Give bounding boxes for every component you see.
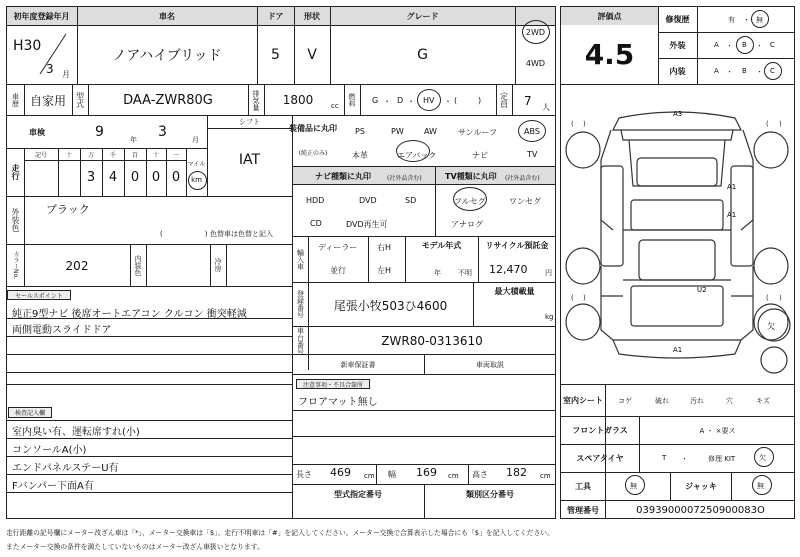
- inspect-label: 検査記入欄: [14, 410, 45, 417]
- footer-line-1: 走行距離の記号欄にメーター改ざん車は「*」、メーター交換車は「$」、走行不明車は「#」を記入してください。メーター交換で合算表示した場合にも「$」を記入してください。: [6, 529, 554, 537]
- navi-dvd: DVD: [359, 196, 377, 205]
- svg-text:): ): [583, 294, 586, 302]
- inspect-line-4: Fバンパー下面A有: [12, 481, 94, 492]
- chassis-label: 車台番号: [296, 326, 305, 355]
- fuel-opt-d: D: [397, 96, 404, 105]
- notes-label: 注意事項・不具合箇所: [302, 381, 363, 389]
- model-label: 型式: [75, 92, 85, 108]
- length-value: 469: [330, 466, 351, 479]
- first-reg-month: 3: [46, 62, 54, 76]
- mgmt-value: 0393900007250900083O: [636, 504, 765, 516]
- width-value: 169: [416, 466, 437, 479]
- height-unit: cm: [540, 472, 551, 480]
- mileage-unit-0: 十: [65, 152, 72, 159]
- grade-label: グレード: [406, 11, 439, 21]
- front-glass-value: A ・ ×要ス: [699, 426, 736, 435]
- recycle-label: リサイクル預託金: [485, 240, 549, 250]
- mileage-digit-3: 0: [151, 169, 161, 185]
- grade-value: G: [417, 47, 428, 63]
- repair-no: 無: [756, 16, 763, 24]
- equip-label-2: (純正のみ): [298, 149, 328, 157]
- seat-scratch: キズ: [756, 397, 770, 405]
- damage-mark-rear: U2: [697, 286, 707, 294]
- exterior-grade-b: B: [742, 41, 747, 49]
- import-rh: 右H: [377, 243, 392, 252]
- import-parallel: 並行: [330, 266, 346, 275]
- mileage-unit-2: 千: [109, 152, 116, 159]
- model-value: DAA-ZWR80G: [123, 92, 213, 108]
- drive-4wd: 4WD: [525, 58, 546, 68]
- exterior-label: 外装: [669, 41, 686, 50]
- tv-analog: アナログ: [451, 220, 483, 229]
- mileage-digit-2: 0: [130, 169, 140, 185]
- seat-burn: コゲ: [618, 397, 632, 405]
- interior-sep-2: ・: [756, 68, 763, 76]
- recycle-unit: 円: [545, 269, 552, 277]
- damage-mark-right-mid: A1: [727, 211, 737, 219]
- fuel-opt-hv: HV: [423, 96, 435, 105]
- tv-label: TV種類に丸印: [445, 172, 497, 181]
- color-no-label: カラーNo.: [12, 251, 19, 279]
- height-value: 182: [506, 466, 527, 479]
- damage-mark-rear-bumper: A1: [673, 346, 683, 354]
- first-reg-month-unit: 月: [62, 70, 70, 79]
- import-lh: 左H: [377, 266, 392, 275]
- doors-label: ドア: [267, 11, 284, 21]
- first-reg-era: H30: [13, 38, 42, 54]
- model-year-label: モデル年式: [421, 240, 462, 250]
- mgmt-label: 管理番号: [567, 505, 599, 515]
- mileage-unit-4: 十: [152, 152, 159, 159]
- chassis-value: ZWR80-0313610: [381, 333, 483, 348]
- navi-hdd: HDD: [306, 196, 325, 205]
- jack-label: ジャッキ: [685, 482, 717, 491]
- usage-value: 自家用: [29, 93, 66, 108]
- width-label: 幅: [388, 470, 396, 479]
- jack-value: 無: [757, 482, 764, 490]
- equip-sunroof: サンルーフ: [458, 128, 497, 137]
- exterior-sep-2: ・: [756, 42, 763, 50]
- equip-ps: PS: [355, 127, 365, 136]
- seat-stain: 汚れ: [690, 397, 704, 405]
- interior-grade-a: A: [714, 67, 719, 75]
- repair-yes: 有: [728, 16, 735, 24]
- color-value: ブラック: [46, 203, 90, 216]
- car-name: ノアハイブリッド: [112, 48, 222, 64]
- spare-tire-shape: [761, 347, 787, 373]
- interior-label: 内装: [669, 67, 686, 76]
- inspect-line-1: 室内臭い有、運転席すれ(小): [12, 427, 140, 438]
- equip-airbag: エアバック: [397, 151, 437, 160]
- tv-oneseg: ワンセグ: [509, 197, 541, 206]
- import-label: 輸入車: [296, 248, 305, 270]
- equip-aw: AW: [424, 127, 437, 136]
- tools-value: 無: [630, 482, 637, 490]
- notes-value: フロアマット無し: [298, 397, 378, 408]
- svg-text:(: (: [571, 294, 574, 302]
- exterior-sep-1: ・: [726, 42, 733, 50]
- inspect-line-2: コンソールA(小): [12, 445, 87, 456]
- capacity-value: 7: [524, 94, 532, 108]
- inspect-line-3: エンドパネルステーU有: [12, 463, 119, 474]
- sales-label: セールスポイント: [15, 292, 63, 300]
- shift-value: IAT: [238, 152, 261, 168]
- interior-grade-b: B: [742, 67, 747, 75]
- svg-text:(: (: [571, 120, 574, 128]
- usage-label: 車歴: [11, 93, 20, 107]
- shaken-label: 車検: [29, 127, 45, 137]
- ac-label: 冷房: [214, 258, 222, 272]
- manual-label: 車両取説: [476, 360, 504, 369]
- fuel-opt-open: (: [454, 96, 458, 105]
- mileage-digit-0: 3: [86, 169, 96, 185]
- equip-navi: ナビ: [472, 151, 488, 160]
- damage-mark-front: A3: [673, 110, 683, 118]
- damage-mark-right-front: A1: [727, 183, 737, 191]
- sales-line-2: 両側電動スライドドア: [12, 325, 112, 336]
- tv-label-note: (社外品含む): [505, 175, 540, 182]
- height-label: 高さ: [472, 470, 488, 479]
- navi-label: ナビ種類に丸印: [315, 172, 371, 181]
- equip-abs: ABS: [524, 127, 540, 136]
- exterior-grade-c: C: [770, 41, 775, 49]
- displacement-value: 1800: [282, 93, 314, 107]
- drive-2wd: 2WD: [525, 27, 546, 37]
- damage-ketsu: 欠: [767, 322, 775, 331]
- displacement-label: 排気量: [252, 89, 260, 111]
- interior-grade-c: C: [770, 67, 775, 75]
- mileage-unit-3: 百: [131, 152, 138, 159]
- model-year-unit: 年: [434, 269, 441, 277]
- width-unit: cm: [448, 472, 459, 480]
- repair-history-label: 修復歴: [665, 15, 690, 24]
- mile-label: マイル: [187, 160, 206, 168]
- navi-cd: CD: [310, 219, 322, 228]
- equip-tv: TV: [527, 150, 538, 159]
- fuel-label: 燃料: [348, 93, 356, 107]
- color-paren: ( ): [160, 230, 208, 238]
- spare-kit: 修理 KIT: [708, 455, 736, 463]
- mileage-unit-5: 一: [172, 152, 179, 159]
- mileage-sym-label: 記号: [34, 152, 47, 159]
- color-note: 色替車は色替と記入: [210, 230, 273, 238]
- equip-leather: 本革: [352, 151, 368, 160]
- color-label: 外装色: [11, 208, 20, 232]
- recycle-value: 12,470: [489, 263, 528, 276]
- capacity-unit: 人: [542, 103, 550, 112]
- shaken-year: 9: [95, 124, 104, 140]
- color-no-value: 202: [65, 258, 89, 273]
- front-glass-label: フロントガラス: [572, 426, 628, 435]
- reg-label: 登録番号: [296, 290, 305, 318]
- spare-tire-label: スペアタイヤ: [576, 454, 624, 463]
- mileage-digit-1: 4: [108, 169, 118, 185]
- fuel-opt-close: ): [478, 96, 482, 105]
- equip-label: 装備品に丸印: [289, 123, 337, 133]
- length-unit: cm: [364, 472, 375, 480]
- svg-text:): ): [779, 294, 782, 302]
- shaken-month: 3: [158, 124, 167, 140]
- fuel-opt-g: G: [372, 96, 379, 105]
- svg-text:): ): [779, 120, 782, 128]
- sales-line-1: 純正9型ナビ 後席オートエアコン クルコン 衝突軽減: [12, 309, 247, 320]
- shaken-year-unit: 年: [130, 136, 137, 144]
- svg-text:(: (: [766, 294, 769, 302]
- shift-label: シフト: [239, 118, 260, 126]
- svg-text:(: (: [766, 120, 769, 128]
- interior-sep-1: ・: [726, 68, 733, 76]
- doors-value: 5: [271, 47, 280, 63]
- navi-label-note: (社外品含む): [387, 175, 422, 182]
- mileage-label: 走行: [11, 164, 20, 180]
- rating-label: 評価点: [597, 11, 622, 21]
- mileage-digit-4: 0: [171, 169, 181, 185]
- length-label: 長さ: [296, 470, 312, 479]
- svg-text:): ): [583, 120, 586, 128]
- footer-line-2: またメーター交換の条件を満たしていないものはメーター改ざん車扱いとなります。: [6, 543, 264, 551]
- interior-color-label: 内装色: [134, 254, 142, 276]
- navi-sd: SD: [405, 196, 417, 205]
- seat-tear: 破れ: [655, 397, 669, 405]
- tv-fullseg: フルセグ: [454, 197, 486, 206]
- class-number-label: 類別区分番号: [466, 489, 514, 499]
- max-load-unit: kg: [545, 313, 554, 321]
- spare-ketsu: 欠: [759, 454, 766, 462]
- shape-value: V: [307, 47, 317, 63]
- spare-t: T: [662, 454, 667, 462]
- km-label: km: [191, 176, 202, 184]
- mileage-unit-1: 万: [87, 152, 94, 159]
- max-load-label: 最大積載量: [494, 286, 535, 296]
- shaken-month-unit: 月: [192, 136, 199, 144]
- damage-diagram: [561, 100, 794, 380]
- reg-value: 尾張小牧503ひ4600: [333, 298, 448, 313]
- car-name-label: 車名: [159, 11, 175, 21]
- tools-label: 工具: [575, 482, 591, 491]
- warranty-label: 新車保証書: [340, 360, 376, 369]
- shape-label: 形状: [304, 11, 320, 21]
- exterior-grade-a: A: [714, 41, 719, 49]
- import-dealer: ディーラー: [318, 243, 358, 252]
- displacement-unit: cc: [331, 102, 339, 110]
- seat-hole: 穴: [726, 397, 733, 405]
- equip-pw: PW: [391, 127, 404, 136]
- model-year-unknown: 不明: [458, 269, 472, 277]
- navi-dvd-play: DVD再生可: [346, 220, 388, 229]
- capacity-label: 定員: [499, 92, 509, 108]
- rating-value: 4.5: [584, 37, 635, 71]
- first-reg-label: 初年度登録年月: [13, 11, 70, 21]
- interior-seat-label: 室内シート: [563, 396, 603, 405]
- type-designation-label: 型式指定番号: [334, 489, 382, 499]
